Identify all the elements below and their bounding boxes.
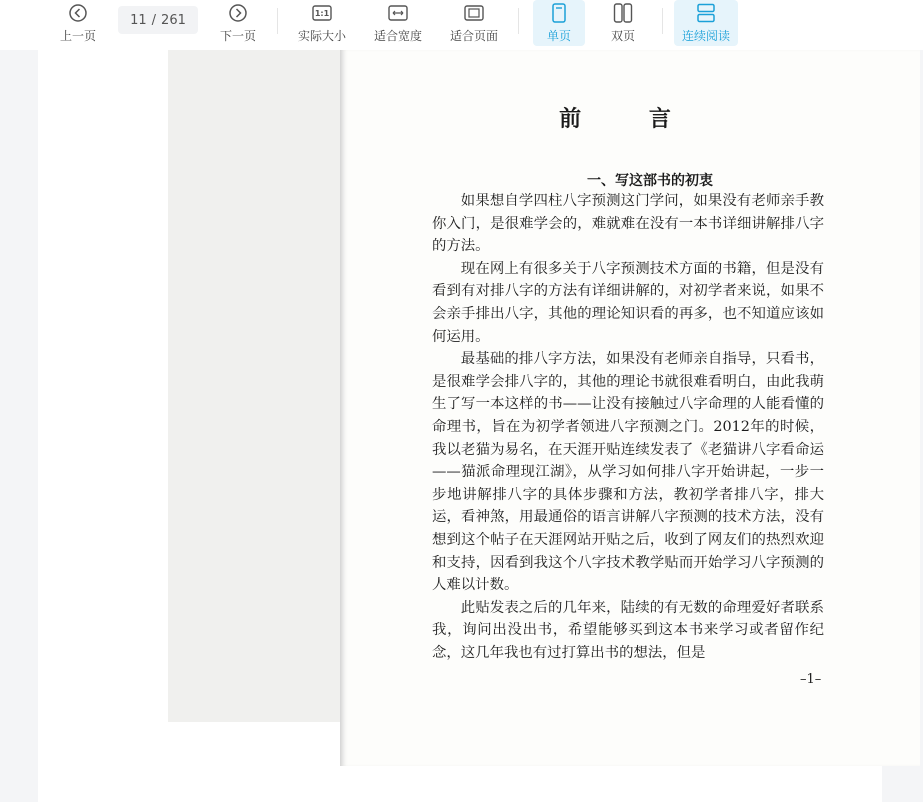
chevron-left-circle-icon: [68, 3, 88, 23]
double-page-label: 双页: [610, 29, 635, 43]
chevron-right-circle-icon: [228, 3, 248, 23]
actual-size-label: 实际大小: [297, 29, 346, 43]
paragraph: 此贴发表之后的几年来，陆续的有无数的命理爱好者联系我，询问出没出书，希望能够买到这本书来学习或者留作纪念，这几年我也有过打算出书的想法，但是: [432, 599, 824, 661]
actual-size-glyph: 1:1: [314, 8, 330, 18]
paragraph: 如果想自学四柱八字预测这门学问，如果没有老师亲手教你入门，是很难学会的，难就难在没有一本书详细讲解排八字的方法。: [432, 193, 824, 255]
next-page-label: 下一页: [219, 29, 256, 43]
double-page-button[interactable]: [597, 0, 649, 46]
section-title: 一、写这部书的初衷: [587, 173, 713, 189]
prev-page-button[interactable]: [56, 0, 100, 46]
fit-width-label: 适合宽度: [373, 29, 422, 43]
single-page-button[interactable]: [533, 0, 585, 46]
page-current[interactable]: 11: [130, 12, 147, 28]
continuous-read-label: 连续阅读: [681, 29, 730, 43]
page-indicator[interactable]: [118, 6, 198, 34]
body-text: [432, 190, 824, 664]
actual-size-icon: [312, 3, 332, 23]
fit-page-button[interactable]: [446, 0, 502, 46]
prev-page-label: 上一页: [59, 29, 96, 43]
toolbar-divider: [277, 8, 278, 34]
fit-page-label: 适合页面: [449, 29, 498, 43]
page-number: –1–: [800, 672, 822, 687]
page-total: 261: [161, 12, 186, 28]
next-page-button[interactable]: [216, 0, 260, 46]
fit-page-icon: [464, 3, 484, 23]
single-page-label: 单页: [546, 29, 571, 43]
paragraph: 最基础的排八字方法，如果没有老师亲自指导，只看书，是很难学会排八字的，其他的理论书就很难看明白，由此我萌生了写一本这样的书——让没有接触过八字命理的人能看懂的命理书，旨在为初学者领进八字预测之门。2012年的时候，我以老猫为易名，在天涯开贴连续发表了《老猫讲八字看命运——猫派命理现江湖》，从学习如何排八字开始讲起，一步一步地讲解排八字的具体步骤和方法，教初学者排八字，排大运，看神煞，用最通俗的语言讲解八字预测的技术方法，没有想到这个帖子在天涯网站开贴之后，收到了网友们的热烈欢迎和支持，因看到我这个八字技术教学贴而开始学习八字预测的人难以计数。: [432, 351, 824, 594]
single-page-icon: [550, 3, 568, 23]
page-paper: [340, 50, 920, 766]
actual-size-button[interactable]: [294, 0, 350, 46]
continuous-read-icon: [696, 3, 716, 23]
toolbar-divider: [518, 8, 519, 34]
toolbar: [0, 0, 923, 50]
fit-width-icon: [388, 3, 408, 23]
page-separator: /: [151, 12, 157, 28]
fit-width-button[interactable]: [370, 0, 426, 46]
toolbar-divider: [662, 8, 663, 34]
page-heading: 前 言: [559, 106, 701, 132]
scanned-page: [168, 50, 824, 722]
continuous-read-button[interactable]: [674, 0, 738, 46]
double-page-icon: [613, 3, 633, 23]
paragraph: 现在网上有很多关于八字预测技术方面的书籍，但是没有看到有对排八字的方法有详细讲解的，对初学者来说，如果不会亲手排出八字，其他的理论知识看的再多，也不知道应该如何运用。: [432, 260, 824, 345]
